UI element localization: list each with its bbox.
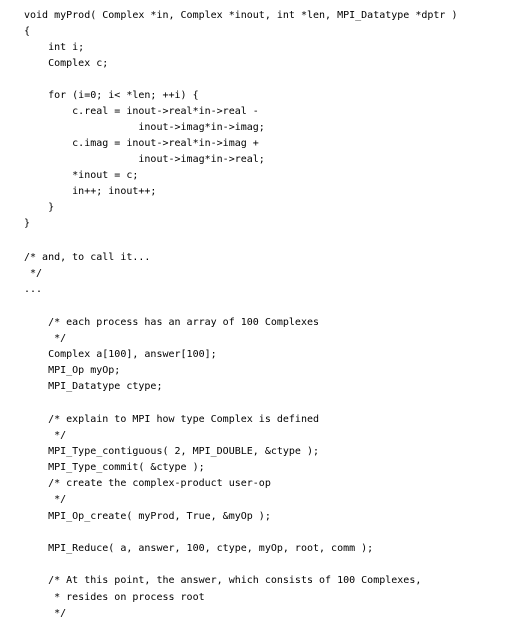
code-line: void myProd( Complex *in, Complex *inout, int *len, MPI_Datatype *dptr ) [24,10,458,21]
code-line: MPI_Type_contiguous( 2, MPI_DOUBLE, &ctype ); [24,446,320,457]
code-line: Complex c; [24,58,109,69]
code-line: */ [24,333,67,344]
code-line: *inout = c; [24,170,139,181]
code-line: MPI_Op myOp; [24,365,121,376]
code-line: /* and, to call it... [24,252,151,263]
code-line: /* At this point, the answer, which consists of 100 Complexes, [24,575,422,586]
code-line: MPI_Type_commit( &ctype ); [24,462,205,473]
code-line: { [24,26,31,37]
code-line: /* each process has an array of 100 Complexes [24,317,320,328]
code-line: in++; inout++; [24,186,157,197]
code-line: MPI_Op_create( myProd, True, &myOp ); [24,511,271,522]
code-line: } [24,202,55,213]
code-line: c.real = inout->real*in->real - [24,106,259,117]
code-line: inout->imag*in->imag; [24,122,265,133]
code-line: Complex a[100], answer[100]; [24,349,217,360]
code-line: int i; [24,42,85,53]
code-line: c.imag = inout->real*in->imag + [24,138,259,149]
code-line: ... [24,284,43,295]
code-line: */ [24,608,67,619]
code-line: inout->imag*in->real; [24,154,265,165]
code-line: } [24,218,31,229]
code-line: /* explain to MPI how type Complex is defined [24,414,320,425]
code-line: * resides on process root [24,592,205,603]
code-line: */ [24,430,67,441]
code-line: */ [24,494,67,505]
code-line: MPI_Datatype ctype; [24,381,163,392]
code-line: */ [24,268,43,279]
code-line: /* create the complex-product user-op [24,478,271,489]
code-line: MPI_Reduce( a, answer, 100, ctype, myOp, root, comm ); [24,543,374,554]
code-line: for (i=0; i< *len; ++i) { [24,90,199,101]
